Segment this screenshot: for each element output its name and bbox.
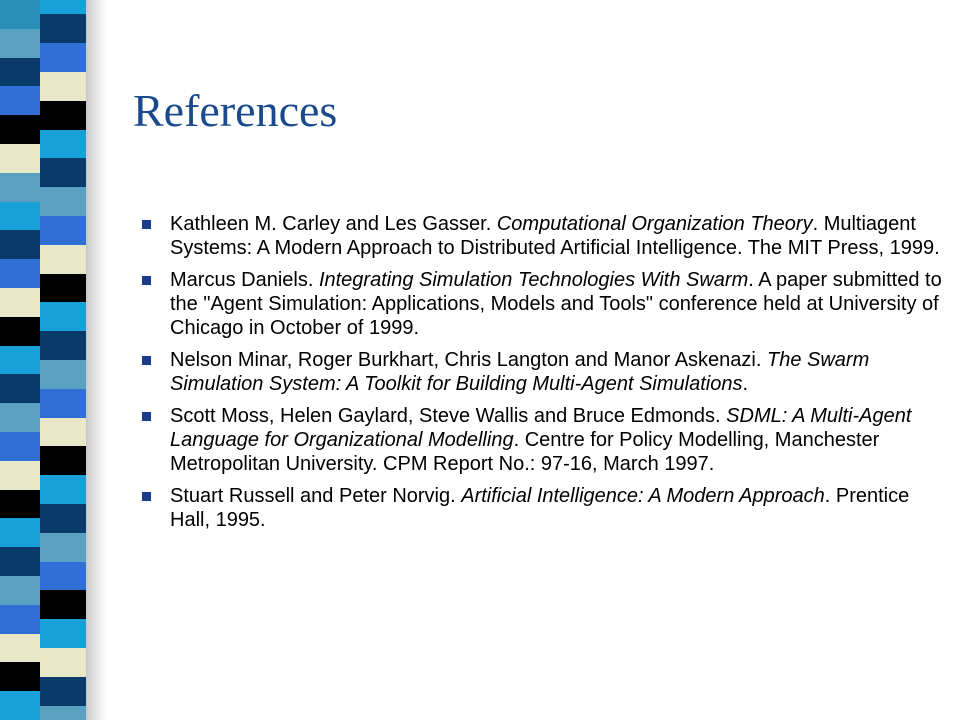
stripe-block (40, 648, 86, 678)
stripe-block (40, 302, 86, 332)
stripe-block (40, 389, 86, 419)
stripe-block (0, 518, 40, 548)
square-bullet-icon (142, 276, 151, 285)
stripe-block (40, 14, 86, 44)
stripe-block (0, 58, 40, 88)
stripe-block (40, 43, 86, 73)
stripe-block (0, 576, 40, 606)
stripe-block (40, 619, 86, 649)
reference-title: Computational Organization Theory (496, 213, 813, 235)
reference-title: The Swarm Simulation System: A Toolkit for Building Multi-Agent Simulations (170, 349, 870, 395)
reference-title: Artificial Intelligence: A Modern Approach (461, 485, 825, 507)
stripe-block (0, 173, 40, 203)
stripe-block (0, 432, 40, 462)
reference-item (142, 484, 942, 532)
stripe-block (40, 130, 86, 160)
stripe-block (40, 446, 86, 476)
stripe-block (40, 72, 86, 102)
stripe-block (0, 461, 40, 491)
stripe-block (40, 187, 86, 217)
reference-text: Marcus Daniels. (170, 269, 319, 291)
stripe-block (40, 504, 86, 534)
reference-text: . Multiagent Systems: A Modern Approach to Distributed Artificial Intelligence. The MIT Press, 1999. (170, 213, 940, 259)
stripe-block (0, 662, 40, 692)
stripe-block (0, 115, 40, 145)
reference-item (142, 212, 942, 260)
reference-item (142, 348, 942, 396)
stripe-block (0, 230, 40, 260)
stripe-block (40, 245, 86, 275)
stripe-block (40, 562, 86, 592)
square-bullet-icon (142, 220, 151, 229)
stripe-block (0, 403, 40, 433)
reference-title: Integrating Simulation Technologies With Swarm (318, 269, 749, 291)
stripe-block (0, 374, 40, 404)
stripe-shadow (86, 0, 108, 720)
stripe-block (0, 346, 40, 376)
square-bullet-icon (142, 492, 151, 501)
reference-title: SDML: A Multi-Agent Language for Organizational Modelling (170, 405, 912, 451)
stripe-block (0, 490, 40, 520)
reference-item (142, 404, 942, 476)
stripe-block (0, 144, 40, 174)
stripe-block (0, 288, 40, 318)
stripe-block (40, 0, 86, 15)
stripe-block (0, 317, 40, 347)
stripe-block (40, 360, 86, 390)
decorative-stripe-bar (0, 0, 108, 720)
square-bullet-icon (142, 356, 151, 365)
stripe-column-left (0, 0, 86, 720)
reference-text: . Prentice Hall, 1995. (170, 485, 910, 531)
stripe-block (40, 101, 86, 131)
stripe-block (40, 158, 86, 188)
reference-text: Scott Moss, Helen Gaylard, Steve Wallis and Bruce Edmonds. (170, 405, 727, 427)
stripe-block (0, 202, 40, 232)
stripe-block (40, 706, 86, 720)
stripe-block (0, 259, 40, 289)
square-bullet-icon (142, 412, 151, 421)
stripe-block (40, 475, 86, 505)
stripe-block (0, 29, 40, 59)
reference-item (142, 268, 942, 340)
stripe-block (40, 533, 86, 563)
stripe-block (0, 0, 40, 30)
reference-text: . A paper submitted to the "Agent Simulation: Applications, Models and Tools" conference held at University of Chicago in October of 1999. (170, 269, 942, 339)
stripe-block (0, 547, 40, 577)
reference-list (142, 212, 942, 540)
stripe-block (40, 677, 86, 707)
stripe-block (0, 691, 40, 720)
reference-text: Kathleen M. Carley and Les Gasser. (170, 213, 497, 235)
reference-text: Stuart Russell and Peter Norvig. (170, 485, 462, 507)
stripe-block (40, 274, 86, 304)
stripe-block (0, 86, 40, 116)
stripe-block (0, 605, 40, 635)
stripe-block (40, 216, 86, 246)
reference-text: Nelson Minar, Roger Burkhart, Chris Langton and Manor Askenazi. (170, 349, 767, 371)
slide-title: References (133, 85, 338, 136)
reference-text: . Centre for Policy Modelling, Manchester Metropolitan University. CPM Report No.: 97-16, March 1997. (170, 429, 880, 475)
reference-text: . (742, 373, 749, 395)
stripe-block (40, 418, 86, 448)
stripe-block (0, 634, 40, 664)
stripe-block (40, 331, 86, 361)
stripe-block (40, 590, 86, 620)
